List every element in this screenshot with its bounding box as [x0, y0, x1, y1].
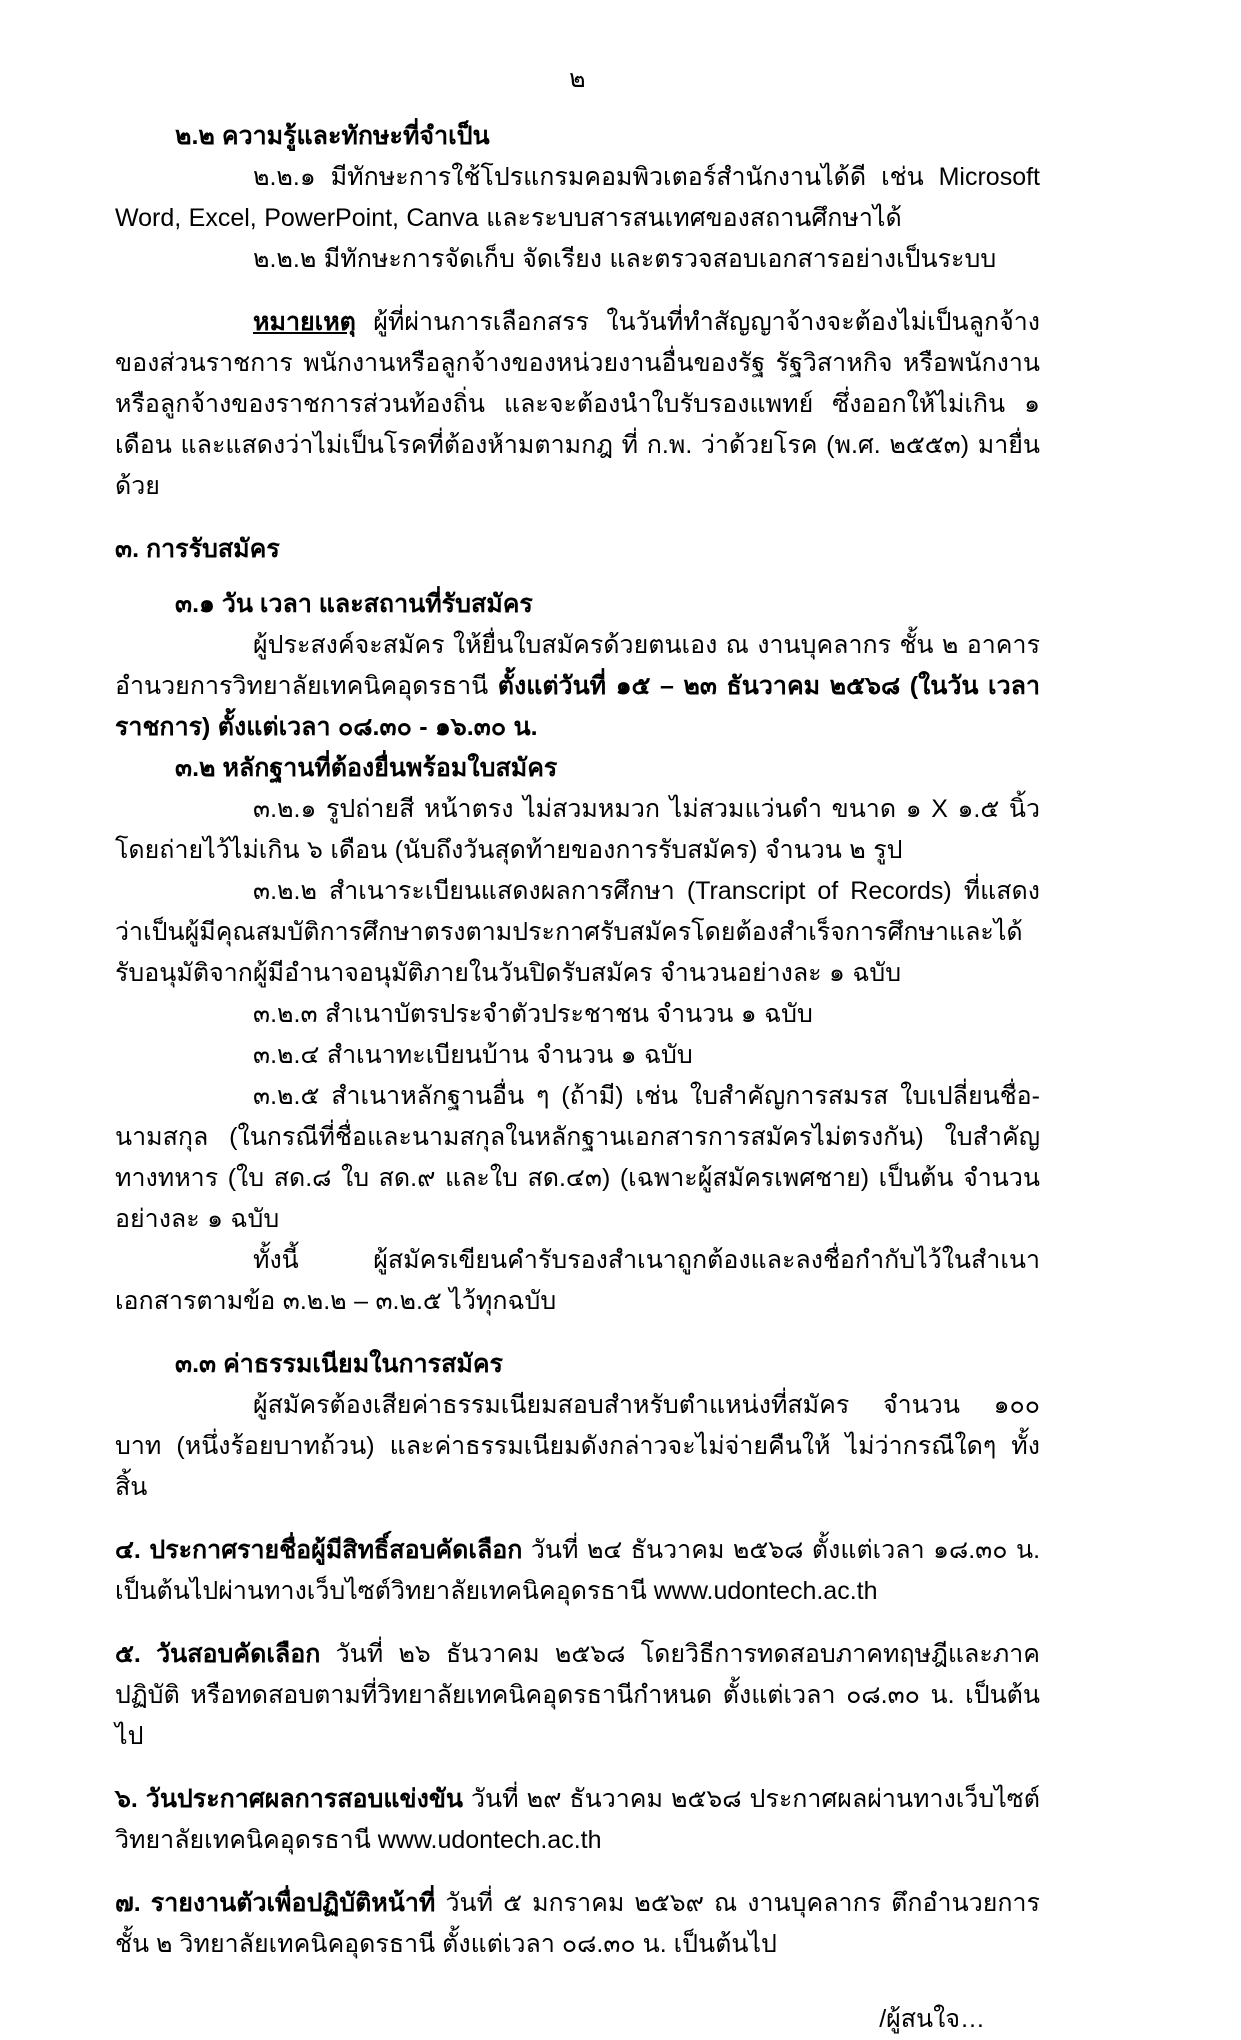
body-7: วันที่ ๕ มกราคม ๒๕๖๙ ณ งานบุคลากร ตึกอำนวยการ ชั้น ๒ วิทยาลัยเทคนิคอุดรธานี ตั้งแต่เวลา ๐๘.๓๐ น. เป็นต้นไป	[115, 1889, 1040, 1958]
paragraph-3-2-1: ๓.๒.๑ รูปถ่ายสี หน้าตรง ไม่สวมหมวก ไม่สวมแว่นดำ ขนาด ๑ X ๑.๕ นิ้ว โดยถ่ายไว้ไม่เกิน ๖ เดือน (นับถึงวันสุดท้ายของการรับสมัคร) จำนวน ๒ รูป	[115, 795, 1040, 864]
body-4: วันที่ ๒๔ ธันวาคม ๒๕๖๘ ตั้งแต่เวลา ๑๘.๓๐ น. เป็นต้นไปผ่านทางเว็บไซต์วิทยาลัยเทคนิคอุดรธานี www.udontech.ac.th	[115, 1536, 1041, 1605]
paragraph-2-2-1: ๒.๒.๑ มีทักษะการใช้โปรแกรมคอมพิวเตอร์สำนักงานได้ดี เช่น Microsoft Word, Excel, PowerPoint, Canva และระบบสารสนเทศของสถานศึกษาได้	[115, 163, 1040, 232]
spacer	[115, 1757, 1040, 1779]
note-body: ผู้ที่ผ่านการเลือกสรร ในวันที่ทำสัญญาจ้างจะต้องไม่เป็นลูกจ้างของส่วนราชการ พนักงานหรือลูกจ้างของหน่วยงานอื่นของรัฐ รัฐวิสาหกิจ หรือพนักงานหรือลูกจ้างของราชการส่วนท้องถิ่น และจะต้องนำใบรับรองแพทย์ ซึ่งออกให้ไม่เกิน ๑ เดือน และแสดงว่าไม่เป็นโรคที่ต้องห้ามตามกฎ ที่ ก.พ. ว่าด้วยโรค (พ.ศ. ๒๕๕๓) มายื่นด้วย	[115, 308, 1040, 500]
body-6: วันที่ ๒๙ ธันวาคม ๒๕๖๘ ประกาศผลผ่านทางเว็บไซต์ วิทยาลัยเทคนิคอุดรธานี www.udontech.ac.th	[115, 1785, 1041, 1854]
paragraph-6	[115, 1779, 1040, 1861]
paragraph-3-2-2: ๓.๒.๒ สำเนาระเบียนแสดงผลการศึกษา (Transcript of Records) ที่แสดงว่าเป็นผู้มีคุณสมบัติการศึกษาตรงตามประกาศรับสมัครโดยต้องสำเร็จการศึกษาและได้รับอนุมัติจากผู้มีอำนาจอนุมัติภายในวันปิดรับสมัคร จำนวนอย่างละ ๑ ฉบับ	[115, 877, 1040, 987]
spacer	[115, 1965, 1040, 1999]
label-4: ๔. ประกาศรายชื่อผู้มีสิทธิ์สอบคัดเลือก	[115, 1536, 523, 1564]
heading-3-1: ๓.๑ วัน เวลา และสถานที่รับสมัคร	[175, 590, 533, 618]
spacer	[115, 1861, 1040, 1883]
paragraph-3-2-closing: ทั้งนี้ ผู้สมัครเขียนคำรับรองสำเนาถูกต้องและลงชื่อกำกับไว้ในสำเนาเอกสารตามข้อ ๓.๒.๒ – ๓.๒.๕ ไว้ทุกฉบับ	[115, 1246, 1040, 1315]
paragraph-2-2-2: ๒.๒.๒ มีทักษะการจัดเก็บ จัดเรียง และตรวจสอบเอกสารอย่างเป็นระบบ	[253, 245, 997, 273]
paragraph-note	[115, 302, 1040, 507]
spacer	[115, 507, 1040, 529]
paragraph-3-3-body: ผู้สมัครต้องเสียค่าธรรมเนียมสอบสำหรับตำแหน่งที่สมัคร จำนวน ๑๐๐ บาท (หนึ่งร้อยบาทถ้วน) และค่าธรรมเนียมดังกล่าวจะไม่จ่ายคืนให้ ไม่ว่ากรณีใดๆ ทั้งสิ้น	[115, 1391, 1040, 1501]
paragraph-3-1-text: ผู้ประสงค์จะสมัคร ให้ยื่นใบสมัครด้วยตนเอง ณ งานบุคลากร ชั้น ๒ อาคารอำนวยการวิทยาลัยเทคนิคอุดรธานี	[115, 631, 1040, 700]
paragraph-7	[115, 1883, 1040, 1965]
footer-continuation-note: /ผู้สนใจ…	[879, 2005, 985, 2033]
label-7: ๗. รายงานตัวเพื่อปฏิบัติหน้าที่	[115, 1889, 436, 1917]
paragraph-3-1-dates: ตั้งแต่วันที่ ๑๕ – ๒๓ ธันวาคม ๒๕๖๘ (ในวัน เวลาราชการ) ตั้งแต่เวลา ๐๘.๓๐ - ๑๖.๓๐ น.	[115, 672, 1040, 741]
heading-3-2: ๓.๒ หลักฐานที่ต้องยื่นพร้อมใบสมัคร	[175, 754, 558, 782]
heading-3: ๓. การรับสมัคร	[115, 535, 280, 563]
heading-2-2: ๒.๒ ความรู้และทักษะที่จำเป็น	[175, 122, 490, 150]
document-body	[115, 64, 1040, 2040]
spacer	[115, 1508, 1040, 1530]
note-label: หมายเหตุ	[253, 308, 356, 336]
label-5: ๕. วันสอบคัดเลือก	[115, 1640, 321, 1668]
paragraph-5	[115, 1634, 1040, 1757]
body-5: วันที่ ๒๖ ธันวาคม ๒๕๖๘ โดยวิธีการทดสอบภาคทฤษฎีและภาคปฏิบัติ หรือทดสอบตามที่วิทยาลัยเทคนิคอุดรธานีกำหนด ตั้งแต่เวลา ๐๘.๓๐ น. เป็นต้นไป	[115, 1640, 1040, 1750]
spacer	[115, 280, 1040, 302]
spacer	[115, 1612, 1040, 1634]
paragraph-3-2-3: ๓.๒.๓ สำเนาบัตรประจำตัวประชาชน จำนวน ๑ ฉบับ	[253, 1000, 813, 1028]
paragraph-4	[115, 1530, 1040, 1612]
page-number: ๒	[569, 65, 586, 93]
heading-3-3: ๓.๓ ค่าธรรมเนียมในการสมัคร	[175, 1350, 503, 1378]
paragraph-3-1-body	[115, 625, 1040, 748]
paragraph-3-2-4: ๓.๒.๔ สำเนาทะเบียนบ้าน จำนวน ๑ ฉบับ	[253, 1041, 693, 1069]
spacer	[115, 1322, 1040, 1344]
label-6: ๖. วันประกาศผลการสอบแข่งขัน	[115, 1785, 464, 1813]
spacer	[115, 570, 1040, 584]
paragraph-3-2-5: ๓.๒.๕ สำเนาหลักฐานอื่น ๆ (ถ้ามี) เช่น ใบสำคัญการสมรส ใบเปลี่ยนชื่อ-นามสกุล (ในกรณีที่ชื่อและนามสกุลในหลักฐานเอกสารการสมัครไม่ตรงกัน) ใบสำคัญทางทหาร (ใบ สด.๘ ใบ สด.๙ และใบ สด.๔๓) (เฉพาะผู้สมัครเพศชาย) เป็นต้น จำนวนอย่างละ ๑ ฉบับ	[115, 1082, 1040, 1233]
